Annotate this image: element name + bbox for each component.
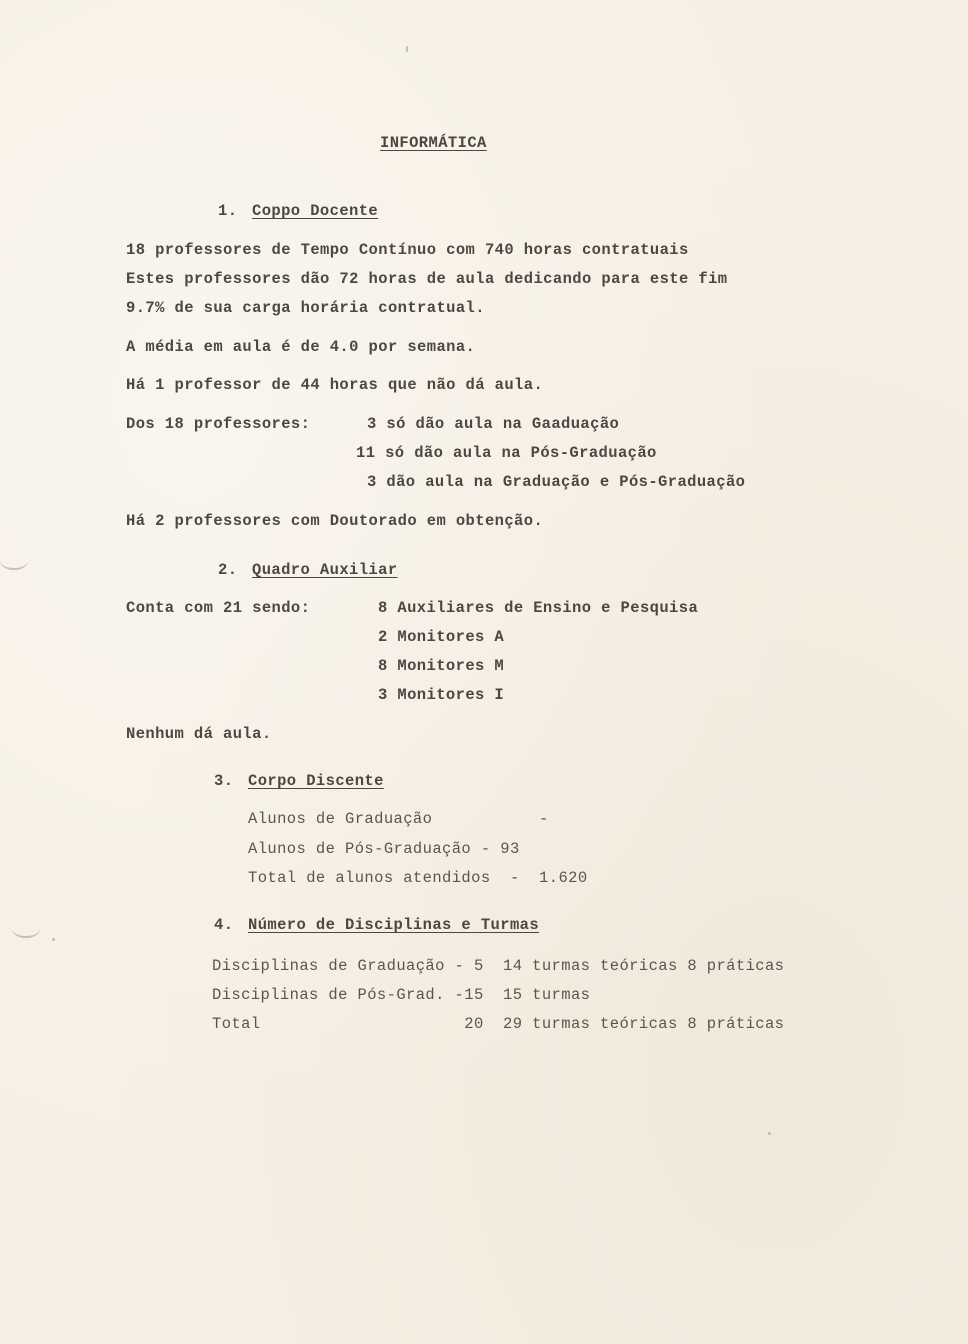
section-4-row: Total 20 29 turmas teóricas 8 práticas	[212, 1015, 785, 1033]
paper-speck	[52, 938, 55, 941]
section-4-row: Disciplinas de Graduação - 5 14 turmas teóricas 8 práticas	[212, 957, 785, 975]
punch-hole-mark	[0, 552, 28, 570]
section-1-text-line: A média em aula é de 4.0 por semana.	[126, 338, 476, 356]
section-2-list-item: 2 Monitores A	[378, 628, 505, 646]
section-1-list-item: 3 só dão aula na Gaaduação	[367, 415, 620, 433]
section-3-row: Alunos de Pós-Graduação - 93	[248, 840, 520, 858]
section-4-heading: Número de Disciplinas e Turmas	[248, 916, 540, 934]
section-2-list-label: Conta com 21 sendo:	[126, 599, 311, 617]
page-title: INFORMÁTICA	[380, 134, 487, 152]
section-1-text-line: Há 1 professor de 44 horas que não dá aula.	[126, 376, 544, 394]
section-3-heading: Corpo Discente	[248, 772, 384, 790]
section-3-row: Total de alunos atendidos - 1.620	[248, 869, 588, 887]
section-2-list-item: 3 Monitores I	[378, 686, 505, 704]
section-2-list-item: 8 Monitores M	[378, 657, 505, 675]
section-1-text-line: 9.7% de sua carga horária contratual.	[126, 299, 485, 317]
punch-hole-mark	[12, 920, 40, 938]
paper-speck	[768, 1132, 771, 1135]
paper-speck	[406, 46, 408, 52]
section-2-number: 2.	[218, 561, 238, 579]
section-4-row: Disciplinas de Pós-Grad. -15 15 turmas	[212, 986, 591, 1004]
section-1-text-line: Estes professores dão 72 horas de aula dedicando para este fim	[126, 270, 728, 288]
section-1-heading: Coppo Docente	[252, 202, 379, 220]
section-1-text-line: Há 2 professores com Doutorado em obtenção.	[126, 512, 544, 530]
section-3-number: 3.	[214, 772, 234, 790]
section-1-number: 1.	[218, 202, 238, 220]
section-1-list-item: 11 só dão aula na Pós-Graduação	[356, 444, 657, 462]
section-1-list-item: 3 dão aula na Graduação e Pós-Graduação	[367, 473, 746, 491]
section-4-number: 4.	[214, 916, 234, 934]
section-2-heading: Quadro Auxiliar	[252, 561, 398, 579]
section-1-list-label: Dos 18 professores:	[126, 415, 311, 433]
section-2-list-item: 8 Auxiliares de Ensino e Pesquisa	[378, 599, 699, 617]
section-2-note: Nenhum dá aula.	[126, 725, 272, 743]
section-1-text-line: 18 professores de Tempo Contínuo com 740 horas contratuais	[126, 241, 689, 259]
section-3-row: Alunos de Graduação -	[248, 810, 549, 828]
